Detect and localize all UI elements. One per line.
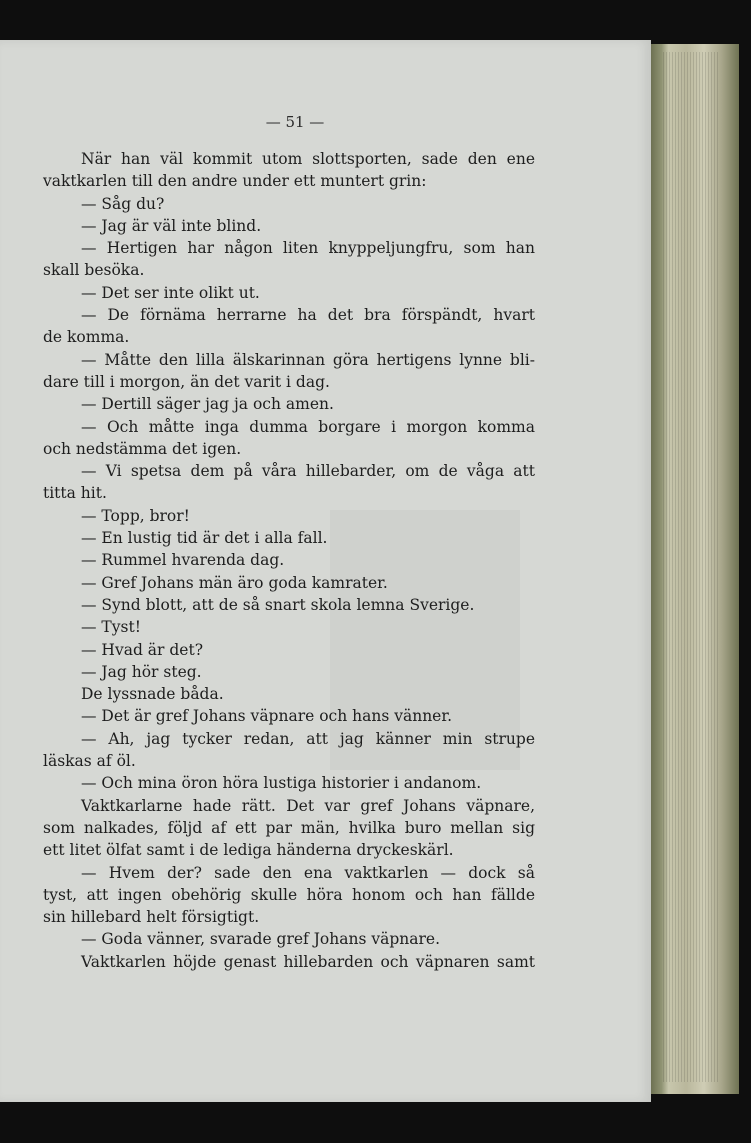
text-line: — Hertigen har någon liten knyppeljungfru, som han — [81, 239, 535, 258]
text-line: — En lustig tid är det i alla fall. — [81, 529, 328, 548]
text-line: — Synd blott, att de så snart skola lemna Sverige. — [81, 595, 475, 614]
text-line: sin hillebard helt försigtigt. — [43, 908, 260, 927]
text-line: — Goda vänner, svarade gref Johans väpnare. — [81, 930, 441, 949]
text-line: — Topp, bror! — [81, 506, 190, 525]
text-line: När han väl kommit utom slottsporten, sade den ene — [81, 150, 535, 168]
text-line: — Rummel hvarenda dag. — [81, 551, 285, 570]
text-line: ett litet ölfat samt i de lediga händerna dryckeskärl. — [43, 841, 454, 860]
text-line: — Vi spetsa dem på våra hillebarder, om de våga att — [81, 462, 535, 481]
text-line: tyst, att ingen obehörig skulle höra honom och han fällde — [43, 885, 535, 904]
text-line: — Ah, jag tycker redan, att jag känner min strupe — [81, 729, 535, 748]
text-line: vaktkarlen till den andre under ett muntert grin: — [43, 172, 427, 191]
text-line: — Hvem der? sade den ena vaktkarlen — dock så — [81, 863, 535, 882]
text-line: — Och mina öron höra lustiga historier i andanom. — [81, 774, 482, 793]
text-line: — Tyst! — [81, 618, 141, 637]
text-line: dare till i morgon, än det varit i dag. — [43, 372, 330, 391]
text-line: som nalkades, följd af ett par män, hvilka buro mellan sig — [43, 818, 535, 837]
text-line: — Och måtte inga dumma borgare i morgon komma — [81, 417, 535, 436]
text-line: — Jag hör steg. — [81, 662, 202, 681]
text-line: de komma. — [43, 328, 130, 347]
text-line: Vaktkarlarne hade rätt. Det var gref Johans väpnare, — [81, 796, 535, 815]
text-line: läskas af öl. — [43, 752, 136, 771]
text-line: — Hvad är det? — [81, 640, 204, 659]
text-line: skall besöka. — [43, 261, 145, 280]
text-line: — Jag är väl inte blind. — [81, 216, 262, 235]
book-page-edges — [651, 44, 739, 1094]
text-line: — Måtte den lilla älskarinnan göra hertigens lynne bli- — [81, 350, 535, 369]
page-number: — 51 — — [265, 113, 325, 131]
text-line: — De förnäma herrarne ha det bra förspändt, hvart — [81, 306, 535, 325]
body-text — [43, 148, 535, 973]
text-line: — Det ser inte olikt ut. — [81, 283, 260, 302]
text-line: — Dertill säger jag ja och amen. — [81, 395, 334, 414]
text-line: — Gref Johans män äro goda kamrater. — [81, 573, 388, 592]
text-line: — Såg du? — [81, 194, 165, 213]
text-line: titta hit. — [43, 484, 107, 503]
text-line: De lyssnade båda. — [81, 685, 224, 704]
text-line: Vaktkarlen höjde genast hillebarden och väpnaren samt — [81, 952, 535, 971]
text-line: — Det är gref Johans väpnare och hans vänner. — [81, 707, 452, 726]
text-line: och nedstämma det igen. — [43, 439, 242, 458]
